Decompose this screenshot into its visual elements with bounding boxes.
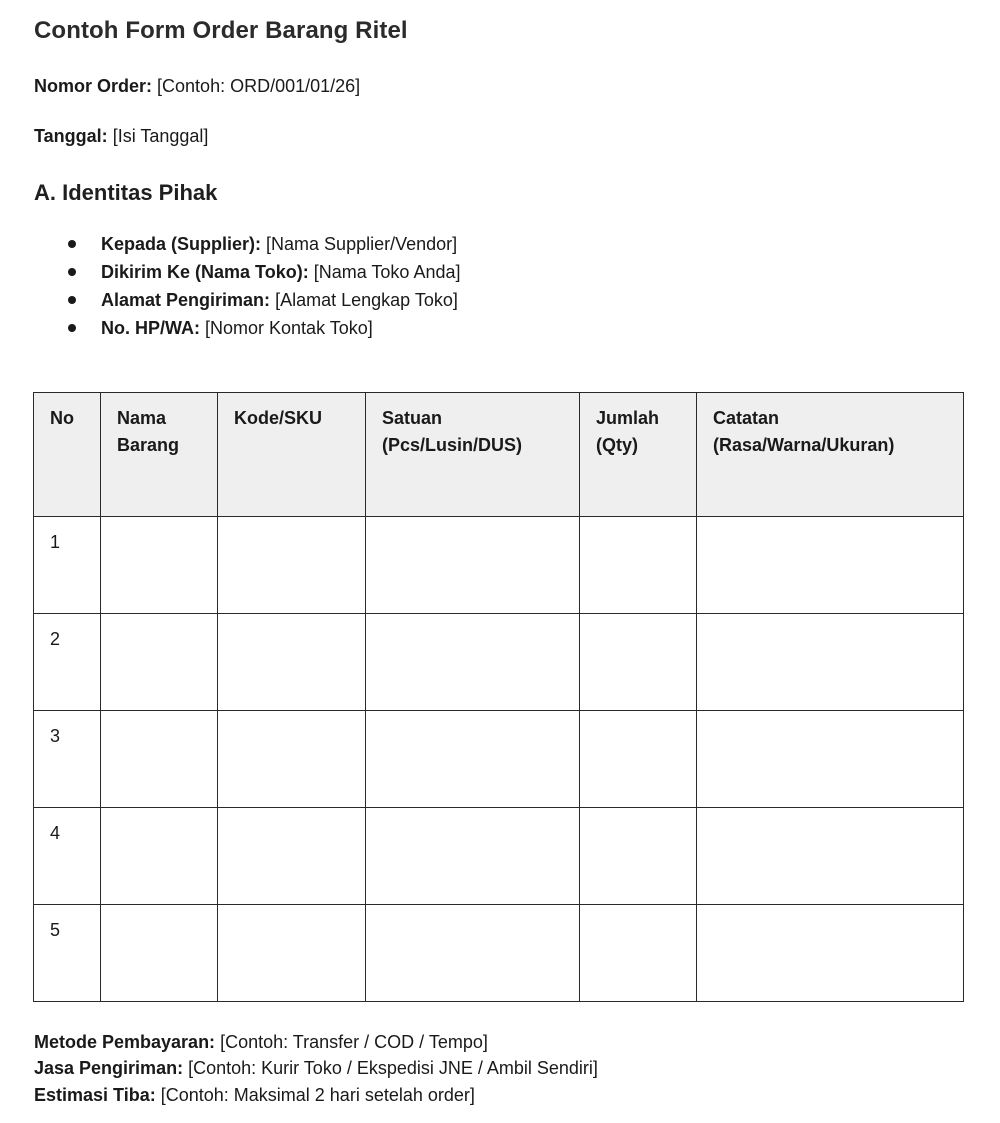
cell-sku[interactable] xyxy=(218,517,366,614)
cell-qty[interactable] xyxy=(580,711,697,808)
header-unit: Satuan (Pcs/Lusin/DUS) xyxy=(366,393,580,517)
order-number-line xyxy=(34,76,360,97)
shipping-service-label: Jasa Pengiriman: xyxy=(34,1058,184,1078)
party-item-label: Alamat Pengiriman: xyxy=(101,290,271,310)
cell-no: 5 xyxy=(34,905,101,1002)
bullet-icon xyxy=(68,240,76,248)
cell-qty[interactable] xyxy=(580,808,697,905)
cell-qty[interactable] xyxy=(580,517,697,614)
party-item-label: Kepada (Supplier): xyxy=(101,234,262,254)
cell-unit[interactable] xyxy=(366,905,580,1002)
header-no: No xyxy=(34,393,101,517)
section-a-heading: A. Identitas Pihak xyxy=(34,180,218,205)
cell-unit[interactable] xyxy=(366,517,580,614)
header-qty: Jumlah (Qty) xyxy=(580,393,697,517)
eta-line xyxy=(34,1085,475,1106)
cell-no: 3 xyxy=(34,711,101,808)
bullet-icon xyxy=(68,324,76,332)
header-notes: Catatan (Rasa/Warna/Ukuran) xyxy=(697,393,964,517)
order-date-label: Tanggal: xyxy=(34,126,108,146)
cell-item-name[interactable] xyxy=(101,808,218,905)
cell-no: 2 xyxy=(34,614,101,711)
cell-unit[interactable] xyxy=(366,711,580,808)
order-date-value: [Isi Tanggal] xyxy=(112,126,209,146)
cell-unit[interactable] xyxy=(366,614,580,711)
cell-no: 4 xyxy=(34,808,101,905)
cell-notes[interactable] xyxy=(697,517,964,614)
bullet-icon xyxy=(68,296,76,304)
shipping-service-value: [Contoh: Kurir Toko / Ekspedisi JNE / Ambil Sendiri] xyxy=(188,1058,598,1078)
cell-item-name[interactable] xyxy=(101,614,218,711)
table-row xyxy=(34,808,964,905)
party-item-value: [Alamat Lengkap Toko] xyxy=(275,290,458,310)
party-item-label: No. HP/WA: xyxy=(101,318,200,338)
party-item-value: [Nama Supplier/Vendor] xyxy=(266,234,458,254)
cell-qty[interactable] xyxy=(580,905,697,1002)
party-item-phone xyxy=(34,316,460,344)
cell-sku[interactable] xyxy=(218,905,366,1002)
cell-no: 1 xyxy=(34,517,101,614)
payment-method-value: [Contoh: Transfer / COD / Tempo] xyxy=(220,1032,488,1052)
bullet-icon xyxy=(68,268,76,276)
cell-sku[interactable] xyxy=(218,614,366,711)
party-item-address xyxy=(34,288,460,316)
cell-notes[interactable] xyxy=(697,614,964,711)
table-row xyxy=(34,614,964,711)
eta-label: Estimasi Tiba: xyxy=(34,1085,156,1105)
payment-method-label: Metode Pembayaran: xyxy=(34,1032,216,1052)
table-row xyxy=(34,905,964,1002)
party-item-label: Dikirim Ke (Nama Toko): xyxy=(101,262,309,282)
party-item-supplier xyxy=(34,232,460,260)
header-sku: Kode/SKU xyxy=(218,393,366,517)
cell-unit[interactable] xyxy=(366,808,580,905)
cell-notes[interactable] xyxy=(697,711,964,808)
table-row xyxy=(34,517,964,614)
order-items-table xyxy=(33,392,964,1002)
cell-sku[interactable] xyxy=(218,711,366,808)
order-date-line xyxy=(34,126,208,147)
party-item-store-name xyxy=(34,260,460,288)
party-item-value: [Nama Toko Anda] xyxy=(313,262,461,282)
cell-sku[interactable] xyxy=(218,808,366,905)
cell-item-name[interactable] xyxy=(101,517,218,614)
cell-notes[interactable] xyxy=(697,808,964,905)
payment-method-line xyxy=(34,1032,488,1053)
table-row xyxy=(34,711,964,808)
party-item-value: [Nomor Kontak Toko] xyxy=(205,318,373,338)
eta-value: [Contoh: Maksimal 2 hari setelah order] xyxy=(160,1085,475,1105)
cell-qty[interactable] xyxy=(580,614,697,711)
cell-item-name[interactable] xyxy=(101,905,218,1002)
table-header-row xyxy=(34,393,964,517)
order-number-value: [Contoh: ORD/001/01/26] xyxy=(157,76,361,96)
shipping-service-line xyxy=(34,1058,598,1079)
party-identity-list xyxy=(34,232,460,344)
cell-item-name[interactable] xyxy=(101,711,218,808)
cell-notes[interactable] xyxy=(697,905,964,1002)
header-item-name: Nama Barang xyxy=(101,393,218,517)
document-title: Contoh Form Order Barang Ritel xyxy=(34,17,408,44)
order-number-label: Nomor Order: xyxy=(34,76,153,96)
